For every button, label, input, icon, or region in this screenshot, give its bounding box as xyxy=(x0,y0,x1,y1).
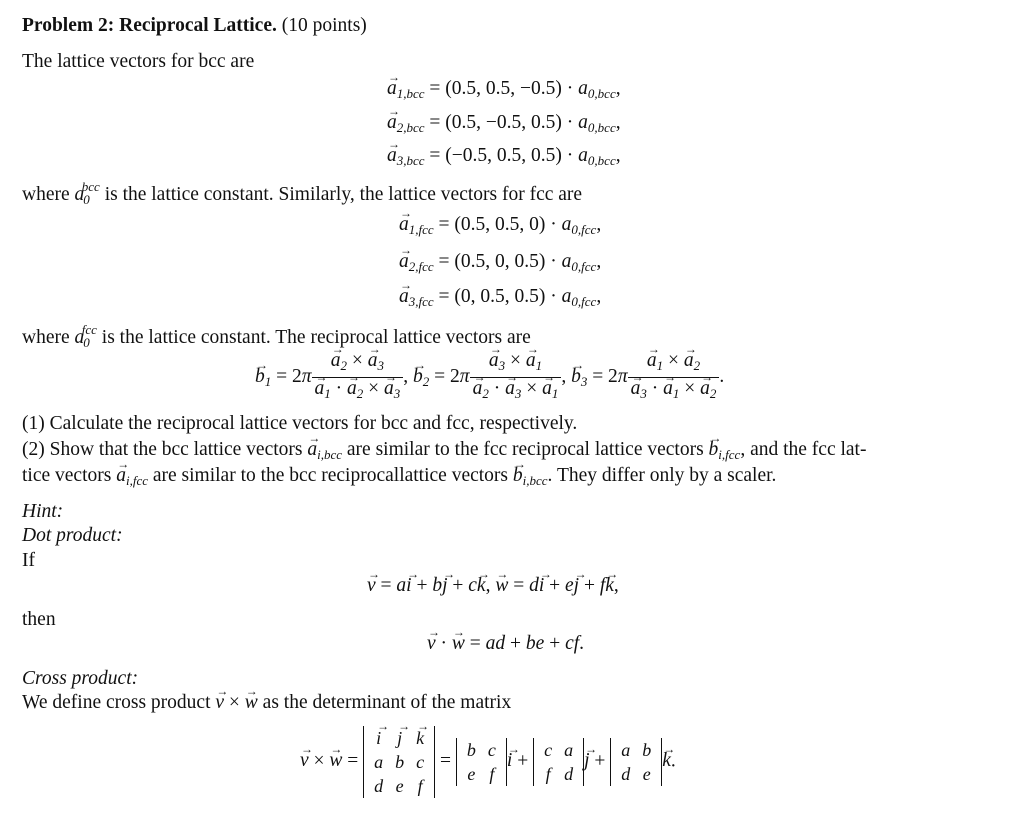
bcc-eq-3: $a \to_{3,bcc} = (-0.5$, 0.5, $0.5) \cdot a_{0,bcc}$, xyxy=(387,144,621,173)
if-label: If xyxy=(22,550,35,571)
dot-product-label: Dot product: xyxy=(22,525,123,546)
fcc-const-text: is the lattice constant. The reciprocal lattice vectors are xyxy=(101,327,531,348)
determinant-3x3: i → j → k → a b c d e f xyxy=(363,726,435,798)
q2-part-e: are similar to the bcc reciprocallattice vectors xyxy=(152,465,509,486)
minor-i: b c e f xyxy=(456,738,507,786)
where-word-2: where xyxy=(22,327,70,348)
question-2-line-2: tice vectors $a \to_{i,fcc}$ are similar to the bcc reciprocallattice vectors $b \to_{i,bcc}$. They differ only by a scaler. xyxy=(22,464,776,493)
problem-title-bold: Problem 2: Reciprocal Lattice. xyxy=(22,15,277,36)
cross-product-formula: v → × w → = i → j → k → a b c d e f = b c e f i → + c a f d j → + a b d e k →. xyxy=(300,726,676,798)
question-2-line-1: (2) Show that the bcc lattice vectors $a \to_{i,bcc}$ are similar to the fcc reciprocal lattice vectors $b \to_{i,fcc}$, and the fcc lat- xyxy=(22,438,866,467)
minor-k: a b d e xyxy=(610,738,662,786)
fcc-vector-1: (0.5, 0.5, 0) xyxy=(454,214,546,235)
cross-def-text: We define cross product xyxy=(22,692,211,713)
bcc-const-line: where $a_0^{bcc}$ is the lattice constant. Similarly, the lattice vectors for fcc are xyxy=(22,179,583,207)
q2-part-b: are similar to the fcc reciprocal lattice vectors xyxy=(346,439,704,460)
q2-part-d: tice vectors xyxy=(22,465,112,486)
fcc-vector-3: (0, 0.5, 0.5) xyxy=(454,286,546,307)
question-1: (1) Calculate the reciprocal lattice vectors for bcc and fcc, respectively. xyxy=(22,413,578,434)
problem-points: (10 points) xyxy=(281,15,367,36)
q2-part-f: . They differ only by a scaler. xyxy=(547,465,777,486)
hint-label: Hint: xyxy=(22,501,64,522)
q2-part-a: (2) Show that the bcc lattice vectors xyxy=(22,439,303,460)
q2-part-c: , and the fcc lat- xyxy=(740,439,867,460)
fcc-eq-2: $a \to_{2,fcc} = (0.5$, 0, $0.5) \cdot a_{0,fcc}$, xyxy=(399,250,601,279)
cross-product-label: Cross product: xyxy=(22,668,139,689)
cross-def-end: as the determinant of the matrix xyxy=(262,692,512,713)
then-label: then xyxy=(22,609,56,630)
bcc-vector-2: (0.5, −0.5, 0.5) xyxy=(445,112,562,133)
bcc-eq-1: $a \to_{1,bcc} = (0.5$, 0.5, $-0.5) \cdot a_{0,bcc}$, xyxy=(387,77,621,106)
where-word: where xyxy=(22,184,70,205)
dot-product-formula: v → · w → = ad + be + cf. xyxy=(427,632,584,656)
fcc-vector-2: (0.5, 0, 0.5) xyxy=(454,251,546,272)
bcc-const-text: is the lattice constant. Similarly, the lattice vectors for fcc are xyxy=(104,184,583,205)
bcc-vector-3: (−0.5, 0.5, 0.5) xyxy=(445,145,562,166)
bcc-eq-2: $a \to_{2,bcc} = (0.5$, −0.5, $0.5) \cdot a_{0,bcc}$, xyxy=(387,111,621,140)
fcc-eq-3: $a \to_{3,fcc} = (0$, 0.5, $0.5) \cdot a_{0,fcc}$, xyxy=(399,285,601,314)
reciprocal-equation: $b \to_1 = 2\pi$ $\frac{a \to_2 \times a \to_3}{a \to_1 \cdot a \to_2 \times a \to_3}$ , $b \to_2 = 2\pi$ $\frac{a \to_3 \times a \to_1}{a \to_2 \cdot a \to_3 \times a \to_1}$ , $b \to_3 = 2\pi$ $\frac{a \to_1 \times a \to_2}{a \to_3 \cdot a \to_1 \times a \to_2}$ . xyxy=(255,350,724,405)
bcc-vector-1: (0.5, 0.5, −0.5) xyxy=(445,78,562,99)
minor-j: c a f d xyxy=(533,738,584,786)
vector-definition: v → = ai → + bj → + ck →, w → = di → + ej → + fk →, xyxy=(367,574,619,598)
fcc-eq-1: $a \to_{1,fcc} = (0.5$, 0.5, $0) \cdot a_{0,fcc}$, xyxy=(399,213,601,242)
problem-title xyxy=(22,14,367,38)
bcc-intro: The lattice vectors for bcc are xyxy=(22,51,255,72)
fcc-const-line: where $a_0^{fcc}$ is the lattice constant. The reciprocal lattice vectors are xyxy=(22,322,531,350)
cross-definition: We define cross product v → × w → as the determinant of the matrix xyxy=(22,691,511,715)
